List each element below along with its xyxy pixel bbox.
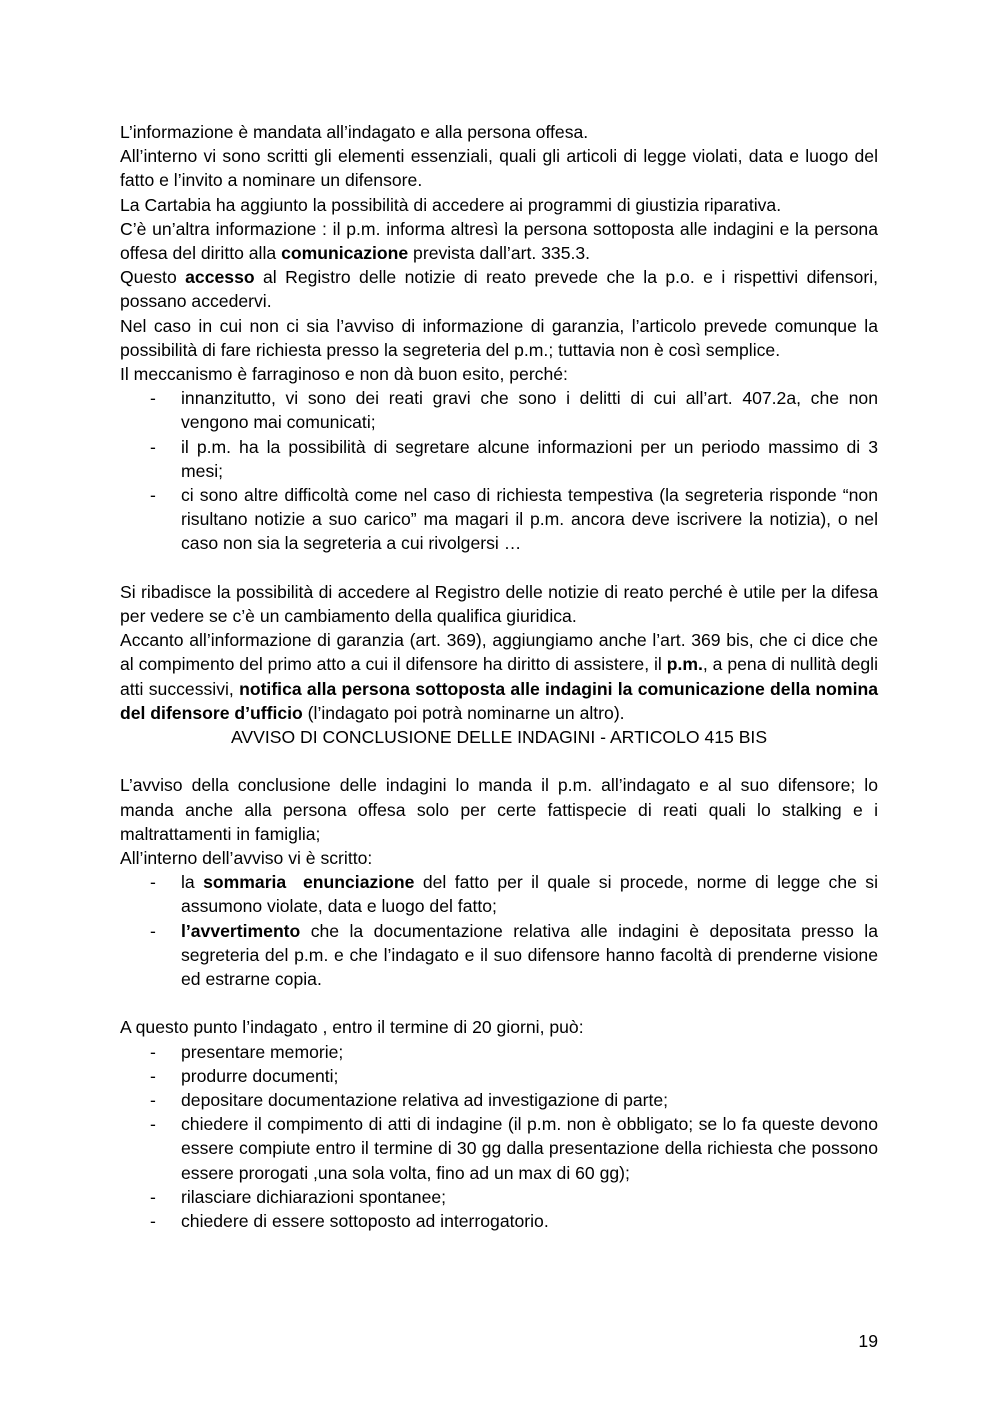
paragraph <box>120 265 878 313</box>
paragraph: Il meccanismo è farraginoso e non dà buon esito, perché: <box>120 364 568 385</box>
dash-list <box>120 386 878 555</box>
blank-line <box>120 556 878 580</box>
dash-list <box>120 870 878 991</box>
page-number: 19 <box>858 1331 878 1351</box>
list-item: - chiedere di essere sottoposto ad interrogatorio. <box>120 1209 878 1233</box>
text-run: del fatto per il quale si procede, norme di legge che si assumono violate, data e luogo del fatto; <box>181 872 878 917</box>
list-item: - rilasciare dichiarazioni spontanee; <box>120 1185 878 1209</box>
paragraph: Si ribadisce la possibilità di accedere al Registro delle notizie di reato perché è utile per la difesa per vedere se c’è un cambiamento della qualifica giuridica. <box>120 581 878 627</box>
dash-list <box>120 1040 878 1234</box>
text-run: che la documentazione relativa alle indagini è depositata presso la segreteria del p.m. e che l’indagato e il suo difensore hanno facoltà di prenderne visione ed estrarne copia. <box>181 920 878 990</box>
paragraph: All’interno vi sono scritti gli elementi essenziali, quali gli articoli di legge violati, data e luogo del fatto e l’invito a nominare un difensore. <box>120 146 878 191</box>
paragraph: La Cartabia ha aggiunto la possibilità di accedere ai programmi di giustizia riparativa. <box>120 194 782 215</box>
blank-line <box>120 749 878 773</box>
list-item: - ci sono altre difficoltà come nel caso di richiesta tempestiva (la segreteria risponde “non risultano notizie a suo carico” ma magari il p.m. ancora deve iscrivere la notizia), o nel caso non sia la segreteria a cui rivolgersi … <box>120 483 878 556</box>
text-run: la <box>181 872 204 893</box>
paragraph: Nel caso in cui non ci sia l’avviso di informazione di garanzia, l’articolo prevede comunque la possibilità di fare richiesta presso la segreteria del p.m.; tuttavia non è così semplice. <box>120 315 878 360</box>
bold-term: comunicazione <box>281 243 409 264</box>
text-run: C’è un’altra informazione : il p.m. informa altresì la persona sottoposta alle indagini e la persona offesa del diritto alla <box>120 218 878 264</box>
paragraph <box>120 628 878 725</box>
paragraph: L’informazione è mandata all’indagato e alla persona offesa. <box>120 122 589 142</box>
list-item: - innanzitutto, vi sono dei reati gravi che sono i delitti di cui all’art. 407.2a, che non vengono mai comunicati; <box>120 386 878 434</box>
page-content <box>120 120 878 1233</box>
text-run: (l’indagato poi potrà nominarne un altro). <box>302 702 625 723</box>
list-item: - chiedere il compimento di atti di indagine (il p.m. non è obbligato; se lo fa queste devono essere compiute entro il termine di 30 gg dalla presentazione della richiesta che possono essere prorogati ,una sola volta, fino ad un max di 60 gg); <box>120 1112 878 1185</box>
text-run: prevista dall’art. 335.3. <box>408 243 591 264</box>
bold-term: l’avvertimento <box>181 920 301 941</box>
paragraph: All’interno dell’avviso vi è scritto: <box>120 848 373 869</box>
text-run: Questo <box>120 267 186 288</box>
bold-term: notifica alla persona sottoposta alle indagini la comunicazione della nomina del difensore d’ufficio <box>120 678 878 723</box>
text-run: , a pena di nullità degli atti successivi, <box>120 654 879 699</box>
bold-term: sommaria enunciazione <box>203 872 415 893</box>
paragraph <box>120 217 878 265</box>
list-item: - presentare memorie; <box>120 1040 878 1064</box>
bold-term: accesso <box>185 267 255 288</box>
paragraph: A questo punto l’indagato , entro il termine di 20 giorni, può: <box>120 1017 584 1038</box>
blank-line <box>120 991 878 1015</box>
list-item: - depositare documentazione relativa ad investigazione di parte; <box>120 1088 878 1112</box>
bold-term: p.m. <box>666 654 703 675</box>
paragraph: L’avviso della conclusione delle indagini lo manda il p.m. all’indagato e al suo difensore; lo manda anche alla persona offesa solo per certe fattispecie di reati quali lo stalking e i maltrattamenti in famiglia; <box>120 775 878 844</box>
text-run: Accanto all’informazione di garanzia (art. 369), aggiungiamo anche l’art. 369 bis, che ci dice che al compimento del primo atto a cui il difensore ha diritto di assistere, il <box>120 630 878 675</box>
list-item: - il p.m. ha la possibilità di segretare alcune informazioni per un periodo massimo di 3 mesi; <box>120 435 878 483</box>
section-title: AVVISO DI CONCLUSIONE DELLE INDAGINI - ARTICOLO 415 BIS <box>230 727 768 748</box>
list-item: - produrre documenti; <box>120 1064 878 1088</box>
text-run: al Registro delle notizie di reato prevede che la p.o. e i rispettivi difensori, possano accedervi. <box>120 267 878 312</box>
list-item <box>120 870 878 918</box>
list-item <box>120 919 878 992</box>
